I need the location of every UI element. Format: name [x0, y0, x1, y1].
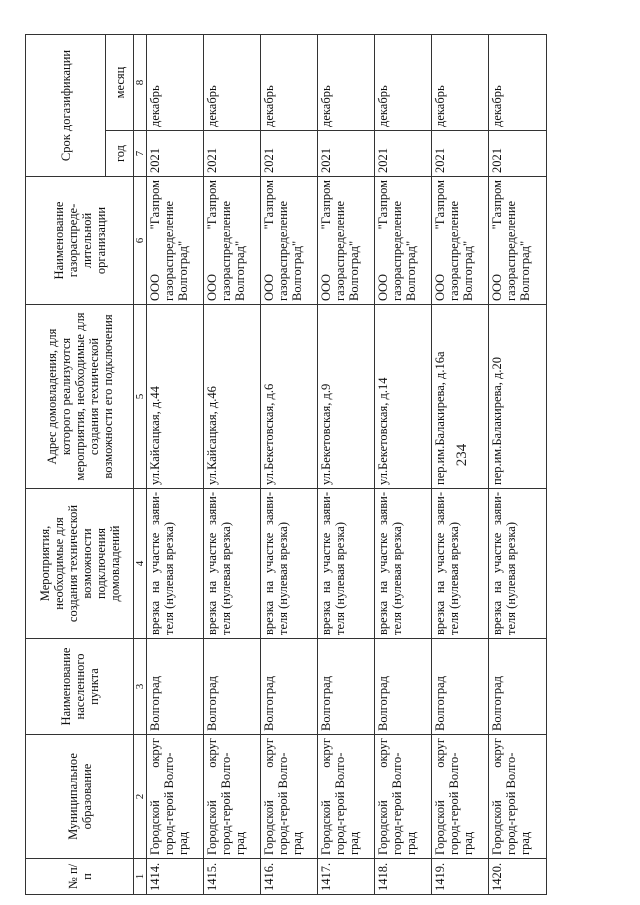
column-number: 3 — [134, 639, 147, 735]
settlement-cell: Волгоград — [261, 639, 318, 735]
table-row — [375, 35, 432, 895]
measures-cell — [147, 489, 204, 639]
month-cell: декабрь — [318, 35, 375, 131]
column-number: 7 — [134, 131, 147, 177]
municipality-line-1: Городской округ — [262, 738, 276, 855]
measures-line-rest: теля (нулевая врезка) — [390, 521, 404, 635]
municipality-cell — [261, 735, 318, 859]
measures-line-rest: теля (нулевая врезка) — [219, 521, 233, 635]
header-organization: Наименование газораспреде-лительной организации — [26, 177, 134, 305]
column-number: 1 — [134, 859, 147, 895]
measures-line-1: врезка на участке заяви- — [433, 492, 447, 635]
measures-cell — [375, 489, 432, 639]
table-row — [489, 35, 547, 895]
settlement-cell: Волгоград — [147, 639, 204, 735]
municipality-line-rest: город-герой Волго-град — [162, 752, 190, 855]
row-number: 1419. — [432, 859, 489, 895]
column-number: 2 — [134, 735, 147, 859]
municipality-cell — [204, 735, 261, 859]
row-number: 1420. — [489, 859, 547, 895]
municipality-line-rest: город-герой Волго-град — [276, 752, 304, 855]
settlement-cell: Волгоград — [318, 639, 375, 735]
year-cell: 2021 — [147, 131, 204, 177]
measures-line-rest: теля (нулевая врезка) — [333, 521, 347, 635]
row-number: 1418. — [375, 859, 432, 895]
organization-line-rest: газораспределение Волгоград" — [162, 200, 190, 301]
measures-line-rest: теля (нулевая врезка) — [276, 521, 290, 635]
table-row — [318, 35, 375, 895]
address-cell: ул.Бекетовская, д.9 — [318, 305, 375, 489]
organization-line-rest: газораспределение Волгоград" — [504, 200, 532, 301]
header-municipality: Муниципальное образование — [26, 735, 134, 859]
municipality-line-1: Городской округ — [319, 738, 333, 855]
month-cell: декабрь — [204, 35, 261, 131]
row-number: 1417. — [318, 859, 375, 895]
header-month: месяц — [106, 35, 134, 131]
organization-line-rest: газораспределение Волгоград" — [276, 200, 304, 301]
organization-line-rest: газораспределение Волгоград" — [219, 200, 247, 301]
row-number: 1415. — [204, 859, 261, 895]
organization-line-1: ООО "Газпром — [376, 180, 390, 301]
table-row — [261, 35, 318, 895]
settlement-cell: Волгоград — [204, 639, 261, 735]
organization-line-1: ООО "Газпром — [148, 180, 162, 301]
month-cell: декабрь — [375, 35, 432, 131]
column-number: 5 — [134, 305, 147, 489]
measures-line-rest: теля (нулевая врезка) — [447, 521, 461, 635]
measures-cell — [204, 489, 261, 639]
page-number: 234 — [454, 443, 470, 467]
table-row — [204, 35, 261, 895]
month-cell: декабрь — [261, 35, 318, 131]
address-cell: ул.Кайсацкая, д.46 — [204, 305, 261, 489]
settlement-cell: Волгоград — [432, 639, 489, 735]
header-num: № п/п — [26, 859, 134, 895]
organization-cell — [318, 177, 375, 305]
header-year: год — [106, 131, 134, 177]
municipality-line-rest: город-герой Волго-град — [333, 752, 361, 855]
measures-line-1: врезка на участке заяви- — [376, 492, 390, 635]
municipality-cell — [489, 735, 547, 859]
month-cell: декабрь — [489, 35, 547, 131]
year-cell: 2021 — [261, 131, 318, 177]
measures-line-1: врезка на участке заяви- — [319, 492, 333, 635]
organization-line-1: ООО "Газпром — [433, 180, 447, 301]
address-cell: пер.им.Балакирева, д.20 — [489, 305, 547, 489]
municipality-line-rest: город-герой Волго-град — [219, 752, 247, 855]
column-number: 6 — [134, 177, 147, 305]
year-cell: 2021 — [318, 131, 375, 177]
municipality-line-1: Городской округ — [490, 738, 504, 855]
organization-cell — [261, 177, 318, 305]
measures-cell — [318, 489, 375, 639]
header-settlement: Наименование населенного пункта — [26, 639, 134, 735]
organization-line-1: ООО "Газпром — [319, 180, 333, 301]
row-number: 1414. — [147, 859, 204, 895]
header-measures: Мероприятия, необходимые для создания технической возможности подключения домовладений — [26, 489, 134, 639]
organization-line-1: ООО "Газпром — [262, 180, 276, 301]
measures-line-1: врезка на участке заяви- — [490, 492, 504, 635]
measures-line-rest: теля (нулевая врезка) — [162, 521, 176, 635]
organization-line-1: ООО "Газпром — [490, 180, 504, 301]
municipality-line-rest: город-герой Волго-град — [504, 752, 532, 855]
measures-line-1: врезка на участке заяви- — [205, 492, 219, 635]
rotated-page — [25, 15, 625, 895]
municipality-cell — [375, 735, 432, 859]
municipality-line-1: Городской округ — [205, 738, 219, 855]
year-cell: 2021 — [375, 131, 432, 177]
year-cell: 2021 — [432, 131, 489, 177]
header-term: Срок догазификации — [26, 35, 106, 177]
year-cell: 2021 — [204, 131, 261, 177]
address-cell: ул.Бекетовская, д.6 — [261, 305, 318, 489]
column-number: 4 — [134, 489, 147, 639]
address-cell: ул.Бекетовская, д.14 — [375, 305, 432, 489]
header-address: Адрес домовладения, для которого реализуются мероприятия, необходимые для создания технической возможности его подключения — [26, 305, 134, 489]
municipality-line-1: Городской округ — [148, 738, 162, 855]
month-cell: декабрь — [147, 35, 204, 131]
settlement-cell: Волгоград — [489, 639, 547, 735]
organization-cell — [489, 177, 547, 305]
measures-cell — [489, 489, 547, 639]
organization-line-rest: газораспределение Волгоград" — [390, 200, 418, 301]
municipality-cell — [318, 735, 375, 859]
organization-line-rest: газораспределение Волгоград" — [333, 200, 361, 301]
municipality-line-1: Городской округ — [376, 738, 390, 855]
row-number: 1416. — [261, 859, 318, 895]
organization-line-1: ООО "Газпром — [205, 180, 219, 301]
month-cell: декабрь — [432, 35, 489, 131]
municipality-line-rest: город-герой Волго-град — [447, 752, 475, 855]
measures-line-rest: теля (нулевая врезка) — [504, 521, 518, 635]
settlement-cell: Волгоград — [375, 639, 432, 735]
address-cell: ул.Кайсацкая, д.44 — [147, 305, 204, 489]
measures-line-1: врезка на участке заяви- — [262, 492, 276, 635]
measures-line-1: врезка на участке заяви- — [148, 492, 162, 635]
table-row — [147, 35, 204, 895]
municipality-cell — [147, 735, 204, 859]
year-cell: 2021 — [489, 131, 547, 177]
measures-cell — [261, 489, 318, 639]
organization-cell — [375, 177, 432, 305]
organization-cell — [204, 177, 261, 305]
address-cell: пер.им.Балакирева, д.16а — [432, 305, 489, 489]
organization-cell — [147, 177, 204, 305]
column-number: 8 — [134, 35, 147, 131]
municipality-line-1: Городской округ — [433, 738, 447, 855]
municipality-line-rest: город-герой Волго-град — [390, 752, 418, 855]
organization-line-rest: газораспределение Волгоград" — [447, 200, 475, 301]
